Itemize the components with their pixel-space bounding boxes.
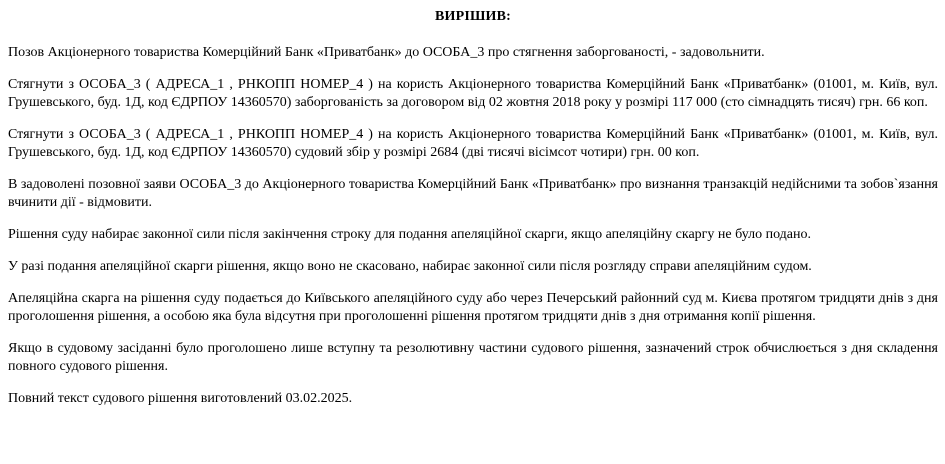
paragraph-court-fee: Стягнути з ОСОБА_3 ( АДРЕСА_1 , РНКОПП НОМЕР_4 ) на користь Акціонерного товариства Комерційний Банк «Приватбанк» (01001, м. Київ, вул. Грушевського, буд. 1Д, код ЄДРПОУ 14360570) судовий збір у розмірі 2684 (дві тисячі вісімсот чотири) грн. 00 коп.	[8, 127, 938, 160]
paragraph-claim-granted: Позов Акціонерного товариства Комерційний Банк «Приватбанк» до ОСОБА_3 про стягнення заборгованості, - задовольнити.	[8, 45, 765, 60]
paragraph-deadline-calculation: Якщо в судовому засіданні було проголошено лише вступну та резолютивну частини судового рішення, зазначений строк обчислюється з дня складення повного судового рішення.	[8, 341, 938, 374]
paragraph-full-text-date: Повний текст судового рішення виготовлений 03.02.2025.	[8, 391, 353, 406]
paragraph-appeal-procedure: Апеляційна скарга на рішення суду подається до Київського апеляційного суду або через Печерський районний суд м. Києва протягом тридцяти днів з дня проголошення рішення, а особою яка була відсутня при проголошенні рішення протягом тридцяти днів з дня отримання копії рішення.	[8, 291, 938, 324]
paragraph-debt-recovery: Стягнути з ОСОБА_3 ( АДРЕСА_1 , РНКОПП НОМЕР_4 ) на користь Акціонерного товариства Комерційний Банк «Приватбанк» (01001, м. Київ, вул. Грушевського, буд. 1Д, код ЄДРПОУ 14360570) заборгованість за договором від 02 жовтня 2018 року у розмірі 117 000 (сто сімнадцять тисяч) грн. 66 коп.	[8, 77, 938, 110]
decision-heading: ВИРІШИВ:	[434, 9, 512, 24]
paragraph-counterclaim-denied: В задоволені позовної заяви ОСОБА_3 до Акціонерного товариства Комерційний Банк «Приватбанк» про визнання транзакцій недійсними та зобов`язання вчинити дії - відмовити.	[8, 177, 938, 210]
paragraph-appeal-effect: У разі подання апеляційної скарги рішення, якщо воно не скасовано, набирає законної сили після розгляду справи апеляційним судом.	[8, 259, 812, 274]
paragraph-entry-into-force: Рішення суду набирає законної сили після закінчення строку для подання апеляційної скарги, якщо апеляційну скаргу не було подано.	[8, 227, 811, 242]
